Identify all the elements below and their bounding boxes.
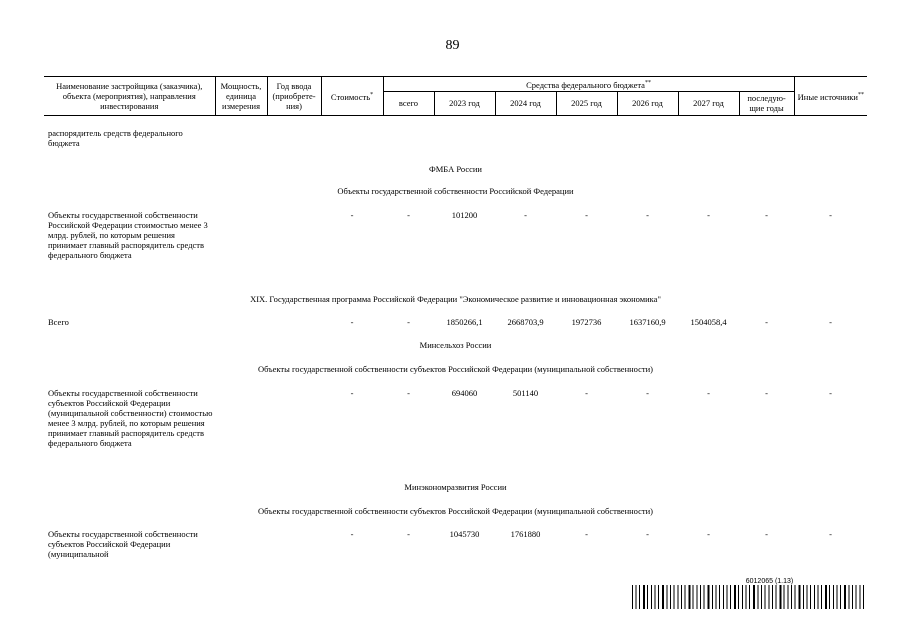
header-year: Год ввода (приобрете-ния) — [267, 77, 321, 116]
cell-2024: 1761880 — [510, 529, 541, 539]
cell-2023: 101200 — [451, 210, 478, 220]
section-heading-fmba: ФМБА России — [429, 164, 482, 174]
section-heading-federal-property: Объекты государственной собственности Российской Федерации — [337, 186, 574, 196]
cell-later: - — [765, 388, 768, 398]
cell-cost: - — [350, 317, 354, 327]
header-2023: 2023 год — [434, 91, 495, 115]
cell-2025: - — [585, 210, 588, 220]
section-heading-minselhoz: Минсельхоз России — [419, 340, 492, 350]
cell-2025: - — [585, 388, 588, 398]
header-later: последую-щие годы — [739, 91, 794, 115]
header-2027: 2027 год — [678, 91, 739, 115]
header-capacity: Мощность, единица измерения — [215, 77, 267, 116]
barcode-icon — [632, 585, 867, 609]
cell-total: - — [407, 317, 410, 327]
cell-total: - — [407, 529, 410, 539]
page-number: 89 — [445, 38, 460, 53]
cell-2023: 1045730 — [449, 529, 480, 539]
section-heading-program: XIX. Государственная программа Российской Федерации "Экономическое развитие и инновационная экономика" — [250, 294, 661, 304]
cell-2026: - — [646, 210, 649, 220]
cell-other: - — [829, 210, 832, 220]
cell-2023: 1850266,1 — [446, 317, 483, 327]
cell-other: - — [829, 388, 832, 398]
barcode-label: 6012065 (1.13) — [745, 578, 794, 585]
cell-2024: 501140 — [512, 388, 539, 398]
cell-other: - — [829, 529, 832, 539]
cell-2025: - — [585, 529, 588, 539]
section-heading-subject-property: Объекты государственной собственности субъектов Российской Федерации (муниципальной собственности) — [258, 364, 653, 374]
row-name: распорядитель средств федерального бюджета — [48, 128, 183, 148]
cell-2026: 1637160,9 — [629, 317, 666, 327]
cell-2024: 2668703,9 — [507, 317, 544, 327]
cell-2027: 1504058,4 — [690, 317, 727, 327]
cell-cost: - — [350, 529, 354, 539]
cell-2025: 1972736 — [571, 317, 602, 327]
header-name: Наименование застройщика (заказчика), объекта (мероприятия), направления инвестирования — [44, 77, 215, 116]
cell-other: - — [829, 317, 832, 327]
row-name: Объекты государственной собственности Российской Федерации стоимостью менее 3 млрд. рублей, по которым решения принимает главный распорядитель средств федерального бюджета — [48, 210, 208, 260]
cell-2024: - — [524, 210, 527, 220]
header-2025: 2025 год — [556, 91, 617, 115]
header-federal-budget: Средства федерального бюджета** — [383, 77, 794, 92]
row-name: Объекты государственной собственности субъектов Российской Федерации (муниципальной — [48, 529, 198, 559]
budget-table-header — [44, 76, 867, 116]
cell-cost: - — [350, 210, 354, 220]
cell-2023: 694060 — [451, 388, 478, 398]
cell-total: - — [407, 210, 410, 220]
header-cost: Стоимость* — [321, 77, 383, 116]
cell-total: - — [407, 388, 410, 398]
cell-later: - — [765, 317, 768, 327]
section-heading-mineconom: Минэкономразвития России — [404, 482, 507, 492]
row-name: Всего — [48, 317, 69, 327]
header-2026: 2026 год — [617, 91, 678, 115]
barcode — [632, 578, 867, 609]
cell-later: - — [765, 529, 768, 539]
cell-2027: - — [707, 529, 710, 539]
cell-2027: - — [707, 388, 710, 398]
row-name: Объекты государственной собственности субъектов Российской Федерации (муниципальной собственности) стоимостью менее 3 млрд. рублей, по которым решения принимает главный распорядитель средств федерального бюджета — [48, 388, 213, 448]
cell-cost: - — [350, 388, 354, 398]
cell-2026: - — [646, 388, 649, 398]
cell-later: - — [765, 210, 768, 220]
header-total: всего — [383, 91, 434, 115]
header-2024: 2024 год — [495, 91, 556, 115]
section-heading-subject-property: Объекты государственной собственности субъектов Российской Федерации (муниципальной собственности) — [258, 506, 653, 516]
cell-2027: - — [707, 210, 710, 220]
cell-2026: - — [646, 529, 649, 539]
header-other: Иные источники** — [794, 77, 867, 116]
